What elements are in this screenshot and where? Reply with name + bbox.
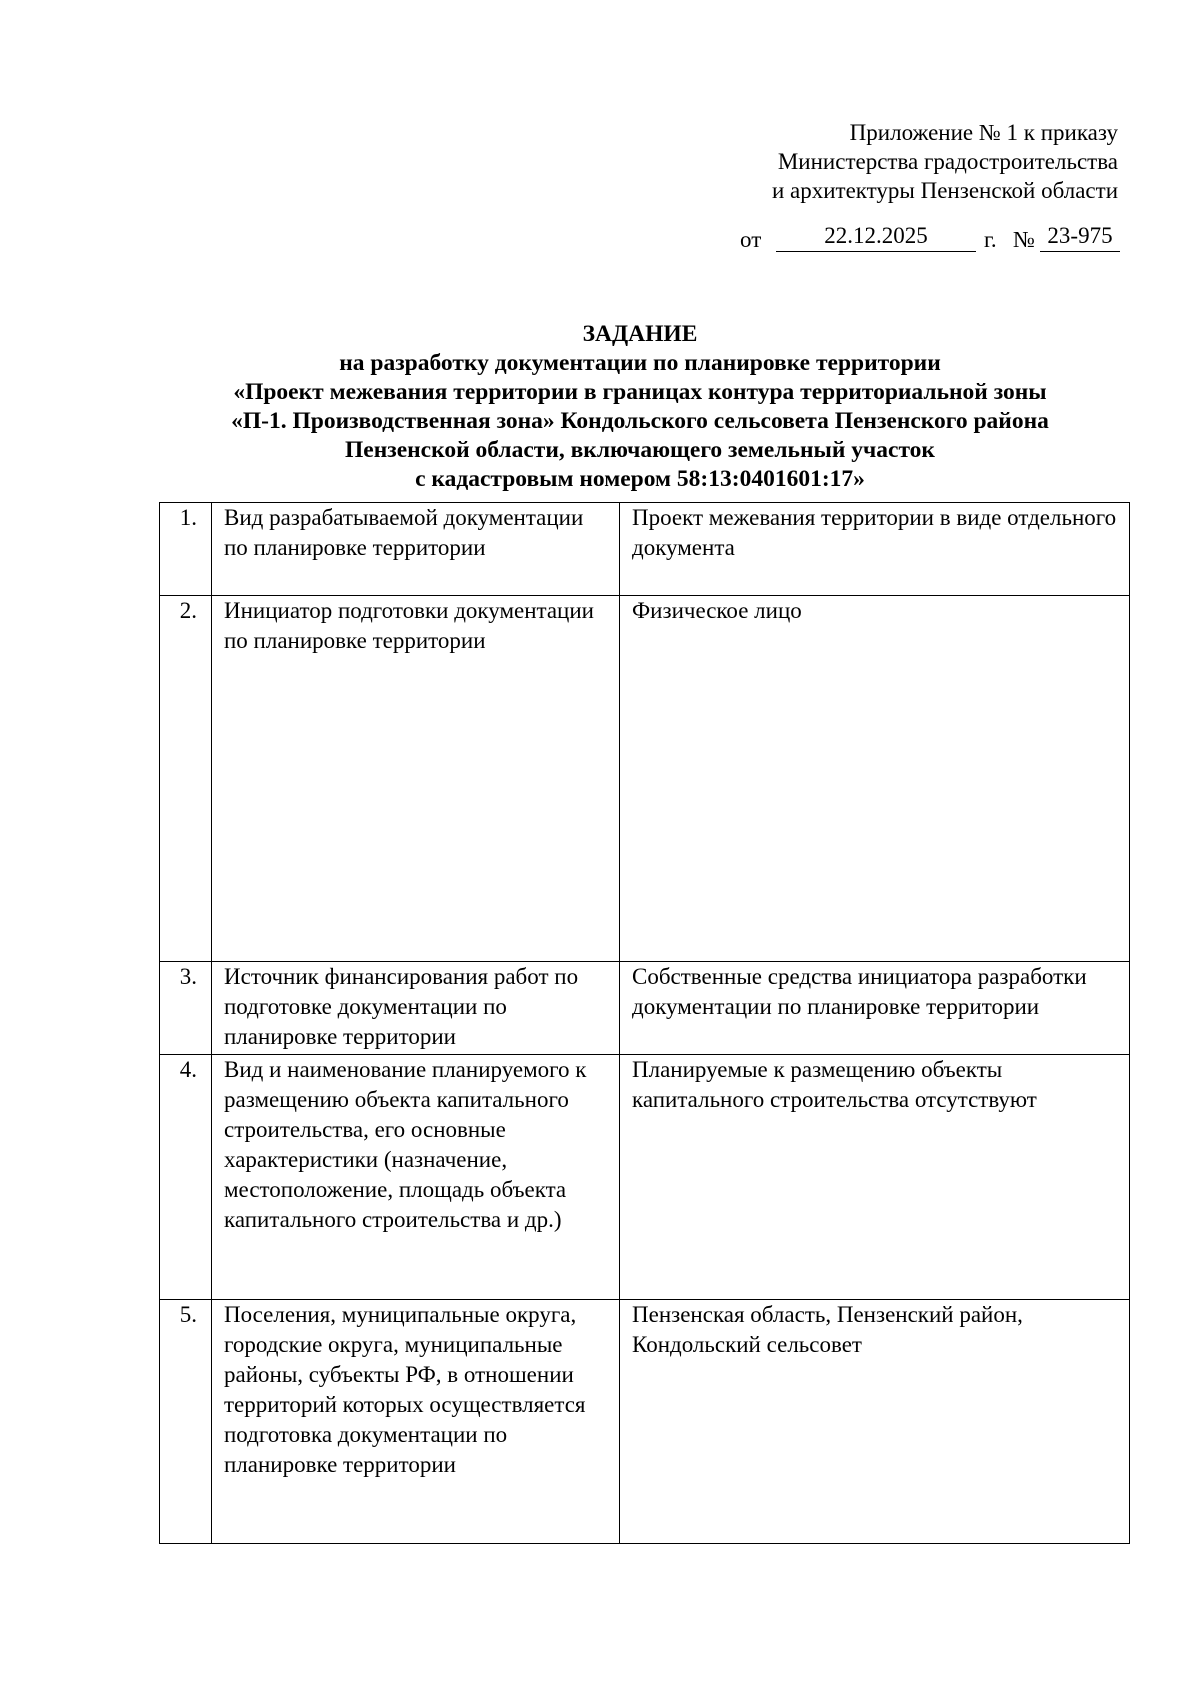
row-parameter: Вид и наименование планируемого к размещению объекта капитального строительства, его основные характеристики (назначение, местоположение, площадь объекта капитального строительства и др.) [212, 1055, 620, 1300]
row-value: Собственные средства инициатора разработки документации по планировке территории [620, 962, 1130, 1055]
row-number: 5. [160, 1300, 212, 1544]
order-number-sign: № [1013, 227, 1035, 252]
specification-table [159, 502, 1130, 1544]
title-line-5: с кадастровым номером 58:13:0401601:17» [415, 466, 865, 492]
row-parameter: Инициатор подготовки документации по планировке территории [212, 596, 620, 962]
table-row [160, 1300, 1130, 1544]
title-line-4: Пензенской области, включающего земельный участок [345, 437, 935, 463]
row-value: Проект межевания территории в виде отдельного документа [620, 503, 1130, 596]
table-row [160, 962, 1130, 1055]
order-year-suffix: г. [984, 227, 997, 252]
title-heading: ЗАДАНИЕ [582, 321, 698, 347]
order-reference [740, 223, 1120, 257]
row-parameter: Поселения, муниципальные округа, городские округа, муниципальные районы, субъекты РФ, в отношении территорий которых осуществляется подготовка документации по планировке территории [212, 1300, 620, 1544]
order-number: 23-975 [1040, 223, 1120, 252]
row-value: Планируемые к размещению объекты капитального строительства отсутствуют [620, 1055, 1130, 1300]
table-row [160, 1055, 1130, 1300]
row-parameter: Источник финансирования работ по подготовке документации по планировке территории [212, 962, 620, 1055]
appendix-line-1: Приложение № 1 к приказу [849, 120, 1118, 145]
row-value: Пензенская область, Пензенский район, Кондольский сельсовет [620, 1300, 1130, 1544]
order-from-label: от [740, 227, 762, 252]
table-row [160, 503, 1130, 596]
order-date: 22.12.2025 [776, 223, 976, 252]
row-number: 4. [160, 1055, 212, 1300]
document-title [140, 320, 1140, 494]
appendix-header [772, 118, 1118, 205]
appendix-line-3: и архитектуры Пензенской области [771, 178, 1118, 203]
title-line-1: на разработку документации по планировке территории [339, 350, 941, 376]
row-number: 3. [160, 962, 212, 1055]
row-number: 1. [160, 503, 212, 596]
row-value: Физическое лицо [620, 596, 1130, 962]
table-row [160, 596, 1130, 962]
row-number: 2. [160, 596, 212, 962]
row-parameter: Вид разрабатываемой документации по планировке территории [212, 503, 620, 596]
appendix-line-2: Министерства градостроительства [777, 149, 1118, 174]
title-line-2: «Проект межевания территории в границах контура территориальной зоны [233, 379, 1047, 405]
title-line-3: «П-1. Производственная зона» Кондольского сельсовета Пензенского района [231, 408, 1049, 434]
